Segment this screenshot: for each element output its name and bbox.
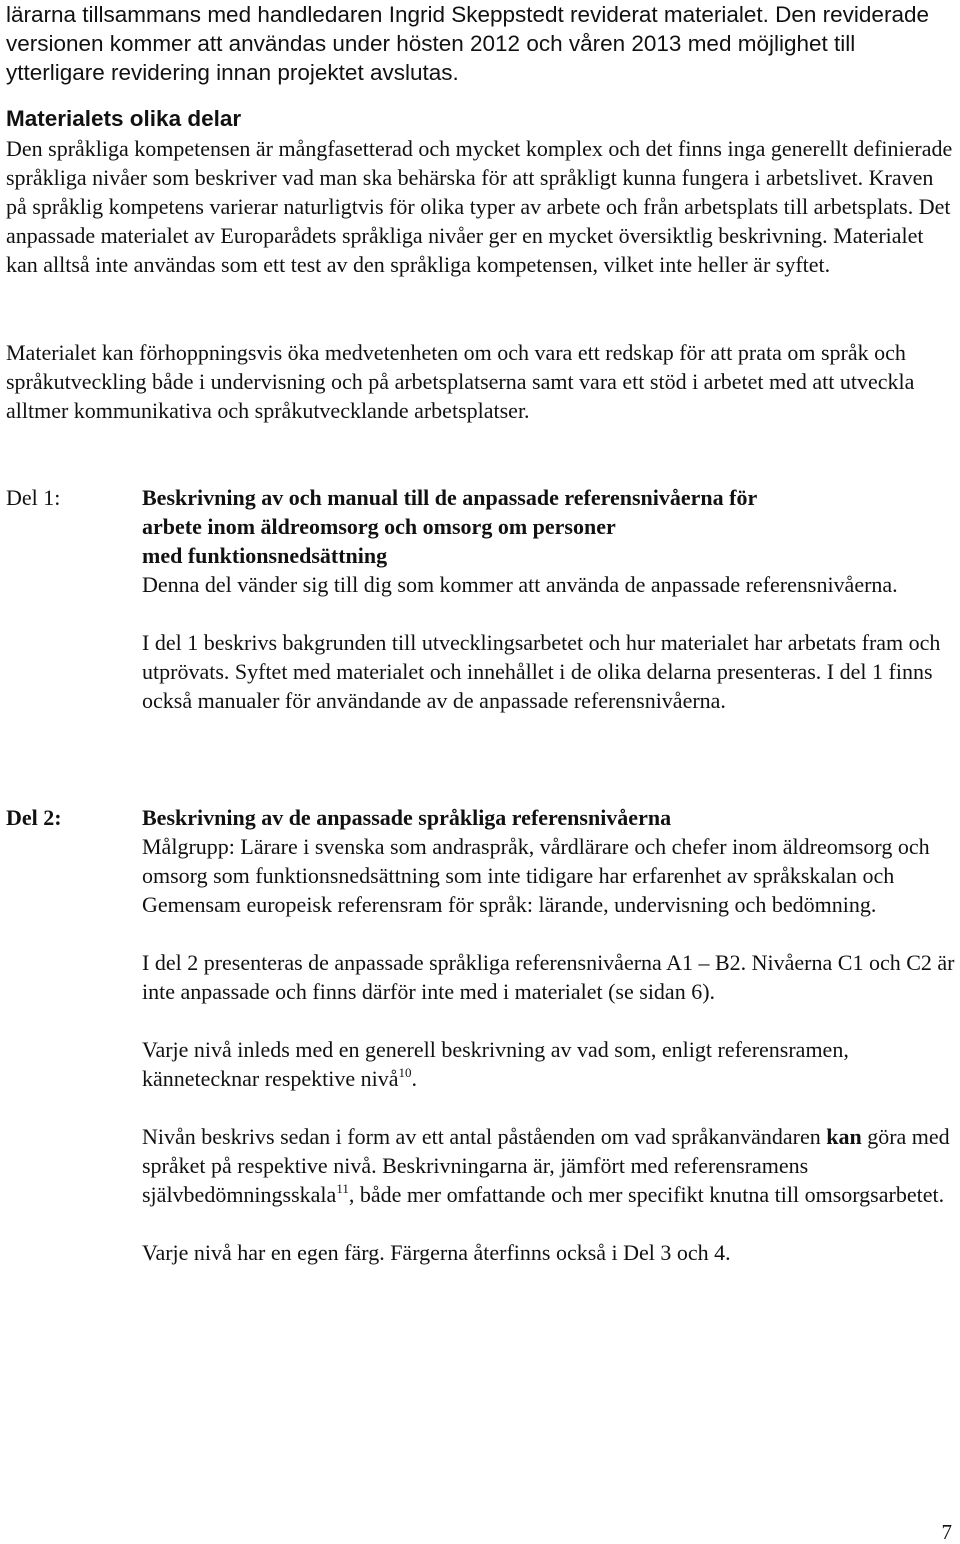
section-paragraph-2: Materialet kan förhoppningsvis öka medvetenheten om och vara ett redskap för att prata om språk och språkutveckling både i undervisning och på arbetsplatserna samt vara ett stöd i arbetet med att utveckla alltmer kommunikativa och språkutvecklande arbetsplatser. [6,340,915,423]
section-paragraph-1: Den språkliga kompetensen är mångfasetterad och mycket komplex och det finns inga generellt definierade språkliga nivåer som beskriver vad man ska behärska för att språkligt kunna fungera i arbetslivet. Kraven på språklig kompetens varierar naturligtvis för olika typer av arbete och från arbetsplats till arbetsplats. Det anpassade materialet av Europarådets språkliga nivåer ger en mycket översiktlig beskrivning. Materialet kan alltså inte användas som ett test av den språkliga kompetensen, vilket inte heller är syftet. [6,136,953,277]
del2-paragraph-5: Varje nivå har en egen färg. Färgerna återfinns också i Del 3 och 4. [142,1240,731,1265]
del2-paragraph-1: Målgrupp: Lärare i svenska som andraspråk, vårdlärare och chefer inom äldreomsorg och omsorg som funktionsnedsättning som inte tidigare har erfarenhet av språkskalan och Gemensam europeisk referensram för språk: lärande, undervisning och bedömning. [142,834,930,917]
del2-paragraph-4-end: , både mer omfattande och mer specifikt knutna till omsorgsarbetet. [348,1182,945,1207]
del2-paragraph-4-mid: göra med språket på respektive nivå. Beskrivningarna är, jämfört med referensramens självbedömningsskala [142,1124,950,1207]
del2-paragraph-2: I del 2 presenteras de anpassade språkliga referensnivåerna A1 – B2. Nivåerna C1 och C2 är inte anpassade och finns därför inte med i materialet (se sidan 6). [142,950,955,1004]
del1-title [142,483,958,570]
del2-paragraph-3 [142,1035,958,1093]
del1-title-line-3: med funktionsnedsättning [142,543,388,568]
del1-body [142,483,958,715]
page-number: 7 [941,1520,952,1544]
del1-title-line-2: arbete inom äldreomsorg och omsorg om personer [142,514,616,539]
footnote-ref-11: 11 [336,1181,349,1196]
del1-label: Del 1: [6,485,61,510]
del1-paragraph-1: Denna del vänder sig till dig som kommer att använda de anpassade referensnivåerna. [142,572,898,597]
footnote-ref-10: 10 [398,1065,412,1080]
del2-title: Beskrivning av de anpassade språkliga referensnivåerna [142,805,672,830]
section-heading: Materialets olika delar [6,106,242,131]
del1-paragraph-2: I del 1 beskrivs bakgrunden till utvecklingsarbetet och hur materialet har arbetats fram och utprövats. Syftet med materialet och innehållet i de olika delarna presenteras. I del 1 finns också manualer för användande av de anpassade referensnivåerna. [142,630,941,713]
del2-paragraph-3-end: . [411,1066,418,1091]
del1-title-line-1: Beskrivning av och manual till de anpassade referensnivåerna för [142,485,758,510]
del2-label: Del 2: [6,805,62,830]
del2-paragraph-4-start: Nivån beskrivs sedan i form av ett antal påståenden om vad språkanvändaren [142,1124,827,1149]
intro-paragraph: lärarna tillsammans med handledaren Ingrid Skeppstedt reviderat materialet. Den reviderade versionen kommer att användas under hösten 2012 och våren 2013 med möjlighet till ytterligare revidering innan projektet avslutas. [6,2,929,85]
del2-body [142,803,958,1267]
del2-paragraph-4-bold: kan [826,1124,862,1149]
del2-paragraph-4 [142,1122,958,1209]
del2-paragraph-3-text: Varje nivå inleds med en generell beskrivning av vad som, enligt referensramen, kännetecknar respektive nivå [142,1037,849,1091]
